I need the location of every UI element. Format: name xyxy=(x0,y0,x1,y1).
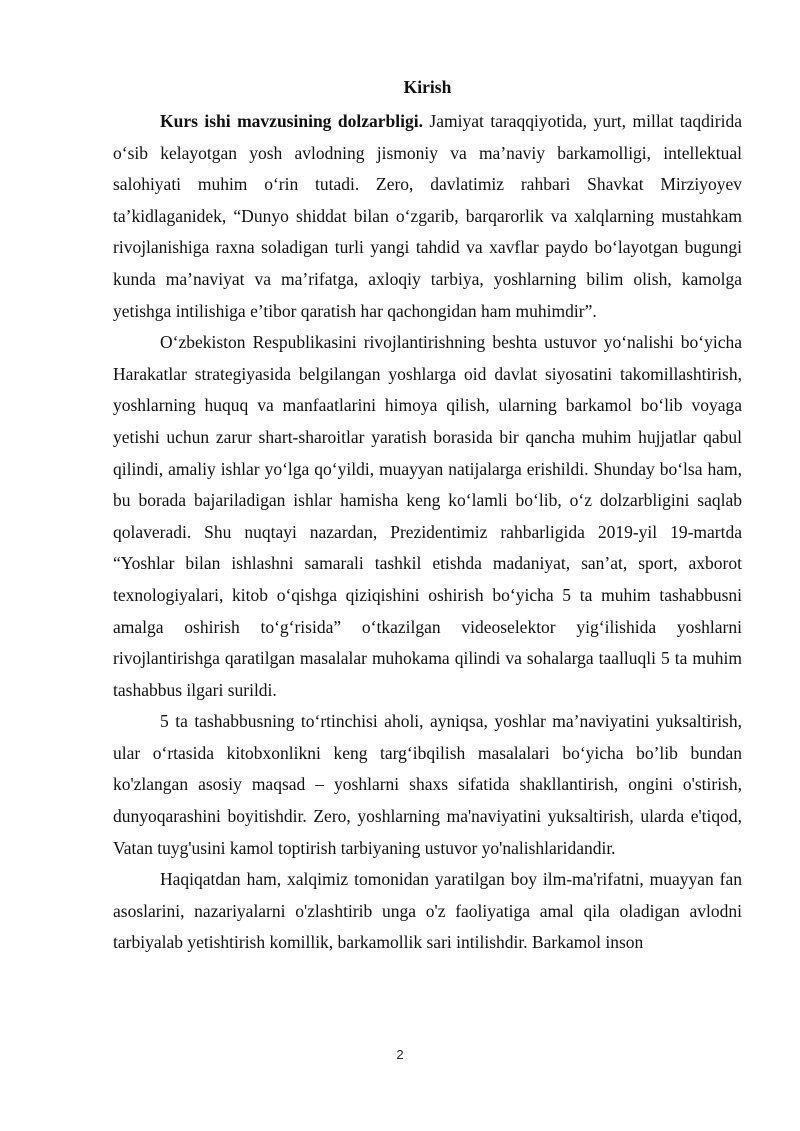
paragraph-relevance xyxy=(113,106,742,327)
page-content xyxy=(113,74,742,959)
paragraph-text: Jamiyat taraqqiyotida, yurt, millat taqdirida o‘sib kelayotgan yosh avlodning jismoniy va ma’naviy barkamolligi, intellektual salohiyati muhim o‘rin tutadi. Zero, davlatimiz rahbari Shavkat Mirziyoyev ta’kidlaganidek, “Dunyo shiddat bilan o‘zgarib, barqarorlik va xalqlarning mustahkam rivojlanishiga raxna soladigan turli yangi tahdid va xavflar paydo bo‘layotgan bugungi kunda ma’naviyat va ma’rifatga, axloqiy tarbiya, yoshlarning bilim olish, kamolga yetishga intilishiga e’tibor qaratish har qachongidan ham muhimdir”. xyxy=(113,111,742,321)
paragraph-initiatives: 5 ta tashabbusning to‘rtinchisi aholi, ayniqsa, yoshlar ma’naviyatini yuksaltirish, ular o‘rtasida kitobxonlikni keng targ‘ibqilish masalalari bo‘yicha bo’lib bundan ko'zlangan asosiy maqsad – yoshlarni shaxs sifatida shakllantirish, ongini o'stirish, dunyoqarashini boyitishdir. Zero, yoshlarning ma'naviyatini yuksaltirish, ularda e'tiqod, Vatan tuyg'usini kamol toptirish tarbiyaning ustuvor yo'nalishlaridandir. xyxy=(113,711,742,858)
paragraph-strategy: O‘zbekiston Respublikasini rivojlantirishning beshta ustuvor yo‘nalishi bo‘yicha Harakatlar strategiyasida belgilangan yoshlarga oid davlat siyosatini takomillashtirish, yoshlarning huquq va manfaatlarini himoya qilish, ularning barkamol bo‘lib voyaga yetishi uchun zarur shart-sharoitlar yaratish borasida bir qancha muhim hujjatlar qabul qilindi, amaliy ishlar yo‘lga qo‘yildi, muayyan natijalarga erishildi. Shunday bo‘lsa ham, bu borada bajariladigan ishlar hamisha keng ko‘lamli bo‘lib, o‘z dolzarbligini saqlab qolaveradi. Shu nuqtayi nazardan, Prezidentimiz rahbarligida 2019-yil 19-martda “Yoshlar bilan ishlashni samarali tashkil etishda madaniyat, san’at, sport, axborot texnologiyalari, kitob o‘qishga qiziqishini oshirish bo‘yicha 5 ta muhim tashabbusni amalga oshirish to‘g‘risida” o‘tkazilgan videoselektor yig‘ilishida yoshlarni rivojlantirishga qaratilgan masalalar muhokama qilindi va sohalarga taalluqli 5 ta muhim tashabbus ilgari surildi. xyxy=(113,332,742,700)
paragraph-lead: Kurs ishi mavzusining dolzarbligi. xyxy=(160,111,423,131)
section-title: Kirish xyxy=(403,77,452,97)
paragraph-education: Haqiqatdan ham, xalqimiz tomonidan yaratilgan boy ilm-ma'rifatni, muayyan fan asoslarini, nazariyalarni o'zlashtirib unga o'z faoliyatiga amal qila oladigan avlodni tarbiyalab yetishtirish komillik, barkamollik sari intilishdir. Barkamol inson xyxy=(113,869,742,953)
page-number: 2 xyxy=(396,1047,404,1062)
